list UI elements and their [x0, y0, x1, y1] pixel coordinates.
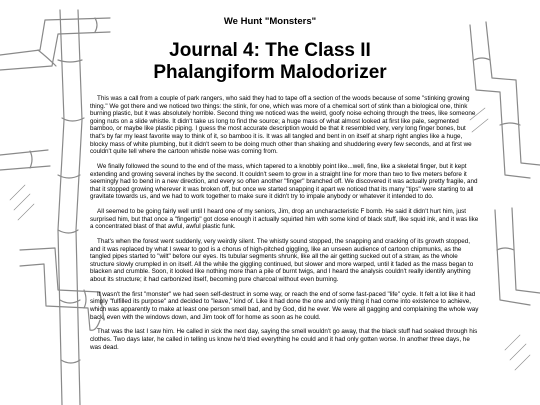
journal-title — [0, 40, 540, 84]
journal-body — [90, 95, 480, 358]
series-header: We Hunt "Monsters" — [223, 16, 317, 27]
paragraph-3: All seemed to be going fairly well until I heard one of my seniors, Jim, drop an uncharacteristic F bomb. He said it didn't hurt him, just surprised him, but that once a "fingertip" got close enough it actually squirted him with some kind of black stuff, like squid ink, and it was like a concentrated blast of that awful, awful plastic funk. — [90, 208, 479, 231]
paragraph-1: This was a call from a couple of park rangers, who said they had to tape off a section of the woods because of some "stinking growing thing." We got there and we noticed two things: the stink, for one, which was more of a chemical sort of stink than a biological one, think burning plastic, but it was absolutely horrible. Second thing we noticed was the weird, goofy noise echoing through the trees, like someone going nuts on a slide whistle. It didn't take us long to find the source; a huge mass of what almost looked at first like pale, segmented bamboo, or maybe like plastic piping. I guess the most accurate description would be that it resembled very, very long finger bones, but that's by far my least favorite way to think of it, so bamboo it is. It was all tangled and bent in on itself at sharp right angles like a huge, blocky mass of white plumbing, but it didn't seem to be doing much other than shaking and shuddering every few seconds, and at first we couldn't quite tell where the cartoon whistle noise was coming from. — [90, 95, 476, 156]
journal-title-line1: Journal 4: The Class II — [169, 40, 371, 61]
journal-title-line2: Phalangiform Malodorizer — [153, 62, 387, 83]
paragraph-4: That's when the forest went suddenly, very weirdly silent. The whistly sound stopped, the snapping and cracking of its growth stopped, and it was replaced by what I swear to god is a chorus of high-pitched giggling, like an unseen audience of cartoon chipmunks, as the tangled pipes started to "wilt" before our eyes. Its tubular segments shrunk, like all the air getting sucked out of a straw, as the whole structure slowly crumpled in on itself. All the while the giggling continued, but slower and more warped, until it faded as the mass began to blacken and crumble. Soon, it looked like nothing more than a pile of burnt twigs, and I heard the analysis couldn't really identify anything about its structure; it had carbonized itself, becoming pure charcoal without even burning. — [90, 238, 474, 284]
paragraph-5: It wasn't the first "monster" we had seen self-destruct in some way, or reach the end of some fast-paced "life" cycle. It felt a lot like it had simply "fulfilled its purpose" and decided to "leave," kind of. Like it had done the one and only thing it had come into existence to achieve, which was apparently to make at least one person smell bad, and by God, did he ever. We were all gagging and complaining the whole way back, even with the windows down, and Jim took off for home as soon as he could. — [90, 290, 479, 321]
paragraph-2: We finally followed the sound to the end of the mass, which tapered to a knobbly point like...well, fine, like a skeletal finger, but it kept extending and growing several inches by the second. It couldn't seem to grow in a straight line for more than two to five meters before it seemingly had to bend in a new direction, and every so often another "finger" branched off. We discovered it was actually pretty fragile, and that it stopped growing wherever it was broken off, but once we started snapping it apart we noticed that its many "tips" were starting to all gravitate towards us, and we had to work together to make sure it didn't try to impale anybody or whatever it intended to do. — [90, 162, 478, 201]
paragraph-6: That was the last I saw him. He called in sick the next day, saying the smell wouldn't go away, that the black stuff had soaked through his clothes. Two days later, he called in telling us know he'd tried everything he could and it had only gotten worse. In another three days, he was dead. — [90, 328, 478, 351]
